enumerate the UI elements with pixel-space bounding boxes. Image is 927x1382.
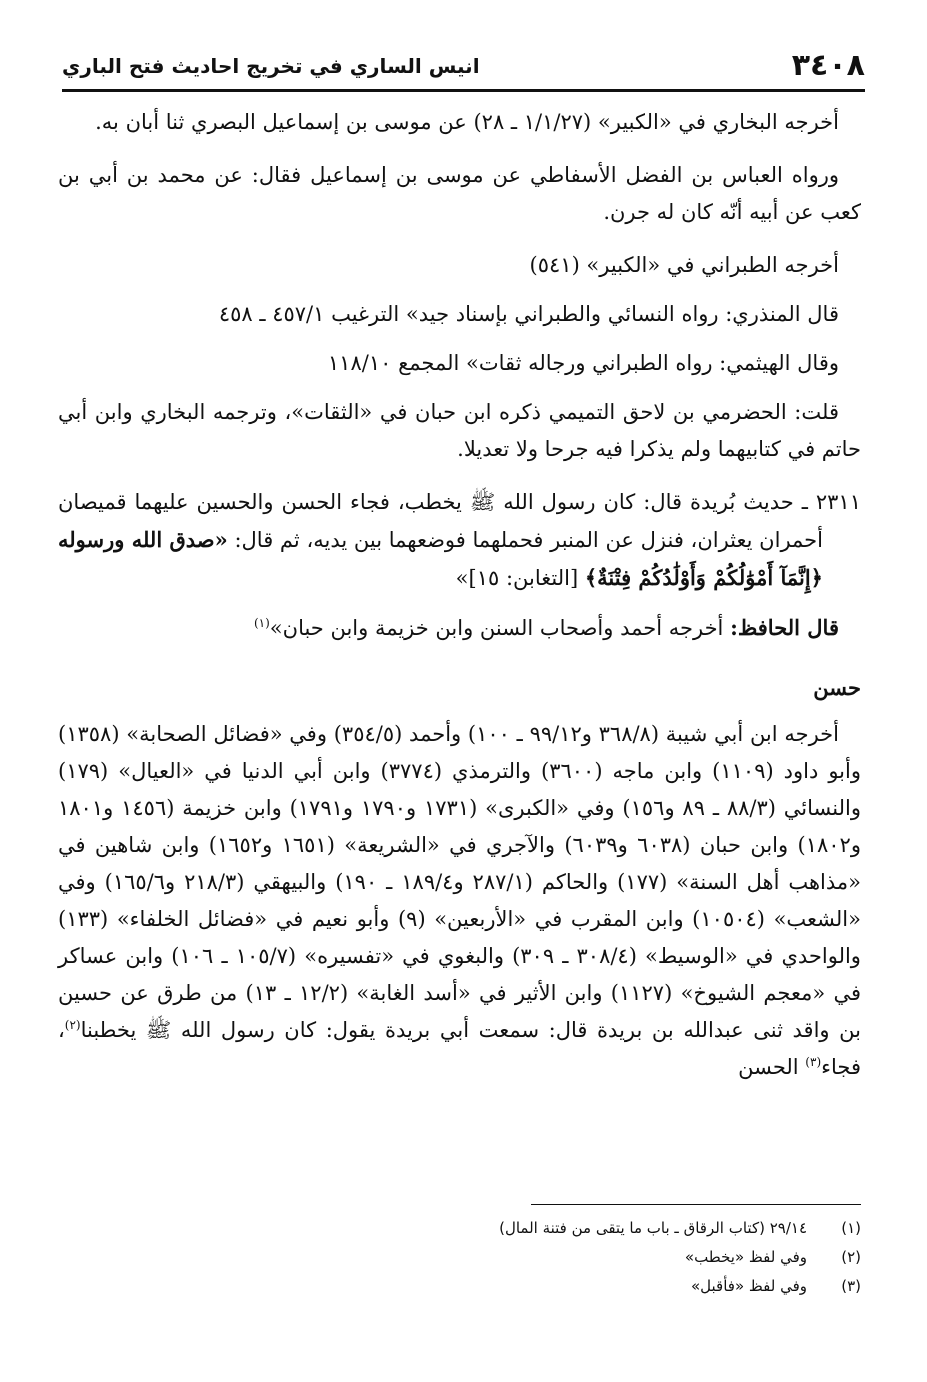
footnote-number: (١) <box>841 1219 861 1237</box>
takhrij-text-3: الحسن <box>738 1055 799 1079</box>
footnote-text: وفي لفظ «يخطب» <box>684 1248 807 1266</box>
paragraph-mundhiri: قال المنذري: رواه النسائي والطبراني بإسناد جيد» الترغيب ٤٥٧/١ ـ ٤٥٨ <box>218 302 839 326</box>
hadith-text: ٢٣١١ ـ حديث بُريدة قال: كان رسول الله ﷺ يخطب، فجاء الحسن والحسين عليهما قميصان أحمران يعثران، فنزل عن المنبر فحملهما فوضعهما بين يديه، ثم قال: <box>58 490 861 552</box>
hafiz-statement <box>58 609 861 647</box>
hafiz-label: قال الحافظ: <box>730 615 839 640</box>
footnote-ref-1: (١) <box>253 616 270 630</box>
footnote-ref-2: (٢) <box>64 1018 81 1032</box>
running-header <box>62 44 865 86</box>
takhrij-text-2: ، فجاء <box>58 1018 861 1079</box>
main-text <box>58 104 861 1102</box>
footnote-text: وفي لفظ «فأقبل» <box>690 1277 807 1295</box>
grade-heading: حسن <box>813 675 861 700</box>
footnote-text: ٢٩/١٤ (كتاب الرقاق ـ باب ما يتقى من فتنة المال) <box>499 1219 807 1237</box>
verse-reference: [التغابن: ١٥]» <box>455 566 579 590</box>
footnote-number: (٣) <box>841 1277 861 1295</box>
footnote-ref-3: (٣) <box>805 1055 822 1069</box>
quran-verse: ﴿إِنَّمَآ أَمْوَٰلُكُمْ وَأَوْلَٰدُكُمْ فِتْنَةٌ﴾ <box>584 565 823 590</box>
footnote-rule <box>531 1204 861 1205</box>
header-rule <box>62 89 865 92</box>
footnote <box>58 1272 861 1301</box>
page-number: ٣٤٠٨ <box>791 48 865 83</box>
paragraph-tabarani: أخرجه الطبراني في «الكبير» (٥٤١) <box>529 253 839 277</box>
footnotes <box>58 1214 861 1301</box>
paragraph-bukhari: أخرجه البخاري في «الكبير» (١/١/٢٧ ـ ٢٨) عن موسى بن إسماعيل البصري ثنا أبان به. <box>95 110 839 134</box>
paragraph-qultu: قلت: الحضرمي بن لاحق التميمي ذكره ابن حبان في «الثقات»، وترجمه البخاري وابن أبي حاتم في كتابيهما ولم يذكرا فيه جرحا ولا تعديلا. <box>58 400 861 461</box>
takhrij-text: أخرجه ابن أبي شيبة (٣٦٨/٨ و٩٩/١٢ ـ ١٠٠) وأحمد (٣٥٤/٥) وفي «فضائل الصحابة» (١٣٥٨) وأبو داود (١١٠٩) وابن ماجه (٣٦٠٠) والترمذي (٣٧٧٤) وابن أبي الدنيا في «العيال» (١٧٩) والنسائي (٨٨/٣ ـ ٨٩ و١٥٦) وفي «الكبرى» (١٧٣١ و١٧٩٠ و١٧٩١) وابن خزيمة (١٤٥٦ و١٨٠١ و١٨٠٢) وابن حبان (٦٠٣٨ و٦٠٣٩) والآجري في «الشريعة» (١٦٥١ و١٦٥٢) وابن شاهين في «مذاهب أهل السنة» (١٧٧) والحاكم (٢٨٧/١ و١٨٩/٤ ـ ١٩٠) والبيهقي (٢١٨/٣ و١٦٥/٦) وفي «الشعب» (١٠٥٠٤) وابن المقرب في «الأربعين» (٩) وأبو نعيم في «فضائل الخلفاء» (١٣٣) والواحدي في «الوسيط» (٣٠٨/٤ ـ ٣٠٩) والبغوي في «تفسيره» (١٠٥/٧ ـ ١٠٦) وابن عساكر في «معجم الشيوخ» (١١٢٧) وابن الأثير في «أسد الغابة» (١٢/٢ ـ ١٣) من طرق عن حسين بن واقد ثنى عبدالله بن بريدة قال: سمعت أبي بريدة يقول: كان رسول الله ﷺ يخطبنا <box>58 722 861 1042</box>
paragraph-haythami: وقال الهيثمي: رواه الطبراني ورجاله ثقات» المجمع ١١٨/١٠ <box>327 351 839 375</box>
paragraph-takhrij <box>58 716 861 1086</box>
hadith-sadaqa: «صدق الله ورسوله <box>58 527 228 552</box>
hafiz-text: أخرجه أحمد وأصحاب السنن وابن خزيمة وابن حبان» <box>269 616 724 640</box>
hadith-entry <box>58 484 861 597</box>
footnote <box>58 1214 861 1243</box>
footnote-number: (٢) <box>841 1248 861 1266</box>
paragraph-abbas: ورواه العباس بن الفضل الأسفاطي عن موسى بن إسماعيل فقال: عن محمد بن أبي بن كعب عن أبيه أنّه كان له جرن. <box>58 163 861 224</box>
footnote <box>58 1243 861 1272</box>
book-title: انيس الساري في تخريج احاديث فتح الباري <box>62 54 480 78</box>
